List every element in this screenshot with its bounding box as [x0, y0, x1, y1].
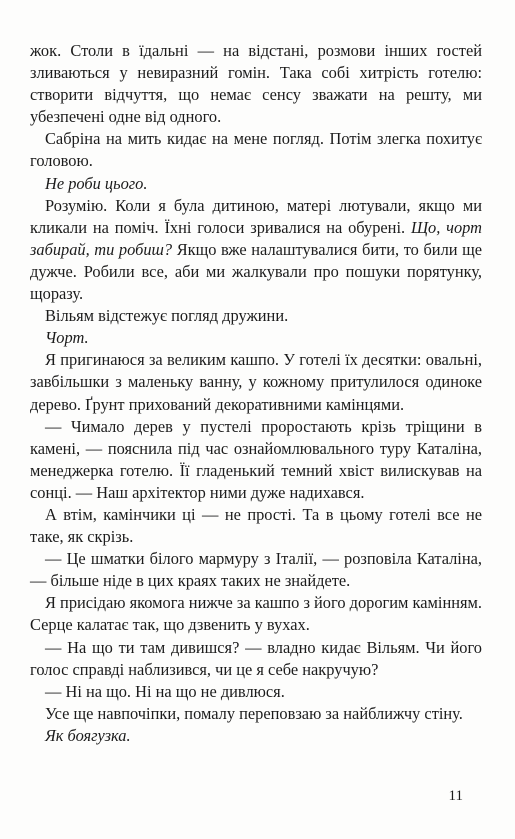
paragraph: Я присідаю якомога нижче за кашпо з його дорогим камінням. Серце калатає так, що дзвенить у вухах.: [30, 593, 482, 635]
paragraph: Не роби цього.: [45, 173, 148, 193]
paragraph: Вільям відстежує погляд дружини.: [45, 306, 289, 326]
paragraph: Сабріна на мить кидає на мене погляд. Потім злегка похитує головою.: [30, 129, 482, 171]
paragraph: [30, 195, 482, 305]
paragraph: Як боягузка.: [45, 725, 131, 745]
paragraph: — На що ти там дивишся? — владно кидає Вільям. Чи його голос справді наблизився, чи це я себе накручую?: [30, 637, 482, 679]
paragraph: Чорт.: [45, 328, 89, 348]
paragraph: Я пригинаюся за великим кашпо. У готелі їх десятки: овальні, завбільшки з маленьку ванну, у кожному притулилося одиноке дерево. Ґрунт прихований декоративними камінцями.: [30, 350, 482, 414]
page-number: 11: [448, 788, 463, 804]
paragraph: — Чимало дерев у пустелі проростають крізь тріщини в камені, — пояснила під час ознайомлювального туру Каталіна, менеджерка готелю. Її гладенький темний хвіст вилискував на сонці. — Наш архітектор ними дуже надихався.: [30, 416, 482, 502]
paragraph: А втім, камінчики ці — не прості. Та в цьому готелі все не таке, як скрізь.: [30, 504, 482, 547]
paragraph: Усе ще навпочіпки, помалу переповзаю за найближчу стіну.: [45, 703, 463, 723]
text-run: Якщо вже налаштувалися бити, то били ще дужче. Робили все, аби ми жалкували про пошуки порятунку, щоразу.: [30, 239, 483, 304]
text-run: Розумію. Коли я була дитиною, матері лютували, якщо ми кликали на поміч. Їхні голоси зривалися на обурені.: [30, 195, 482, 237]
paragraph: жок. Столи в їдальні — на відстані, розмови інших гостей зливаються у невиразний гомін. Така собі хитрість готелю: створити відчуття, що немає сенсу зважати на решту, ми убезпечені одне від одного.: [30, 41, 482, 127]
italic-text: Що, чорт забирай, ти робиш?: [30, 217, 482, 259]
body-text: [30, 40, 482, 747]
paragraph: — Ні на що. Ні на що не дивлюся.: [45, 681, 285, 701]
paragraph: — Це шматки білого мармуру з Італії, — розповіла Каталіна, — більше ніде в цих краях таких не знайдете.: [30, 549, 482, 591]
